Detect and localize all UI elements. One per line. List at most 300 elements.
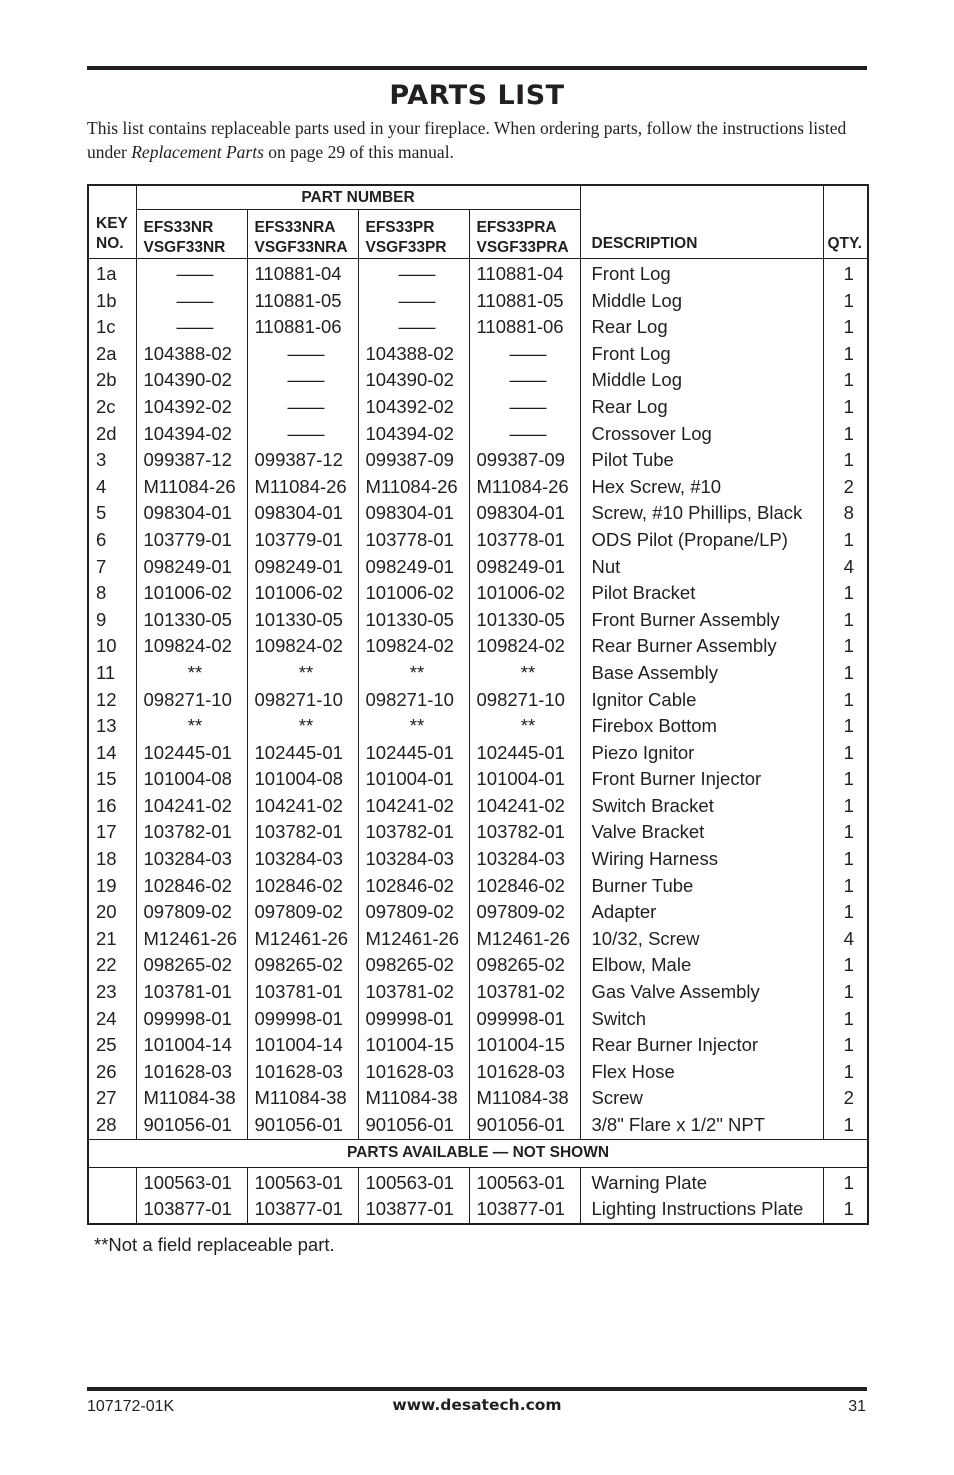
part-number-cell: 101006-02 — [469, 580, 580, 607]
key-cell: 8 — [88, 580, 136, 607]
table-row — [88, 899, 868, 926]
key-cell: 18 — [88, 846, 136, 873]
key-cell: 1a — [88, 259, 136, 288]
key-header-line2: NO. — [96, 235, 124, 252]
key-cell — [88, 1167, 136, 1196]
table-row — [88, 259, 868, 288]
part-number-cell: 104241-02 — [136, 793, 247, 820]
part-number-cell: 099387-12 — [247, 447, 358, 474]
table-row — [88, 474, 868, 501]
part-number-cell: 103877-01 — [469, 1196, 580, 1224]
part-number-cell: 104394-02 — [358, 421, 469, 448]
page-number: 31 — [848, 1398, 866, 1415]
description-cell: Valve Bracket — [580, 819, 823, 846]
part-number-cell: 901056-01 — [136, 1112, 247, 1139]
description-cell: 10/32, Screw — [580, 926, 823, 953]
key-cell: 19 — [88, 873, 136, 900]
part-number-cell: 101330-05 — [247, 607, 358, 634]
description-cell: Ignitor Cable — [580, 687, 823, 714]
part-number-cell: —— — [136, 259, 247, 288]
part-number-cell: 104241-02 — [247, 793, 358, 820]
model-4-line2: VSGF33PRA — [476, 239, 569, 256]
part-number-cell: 110881-05 — [247, 288, 358, 315]
part-number-cell: M12461-26 — [469, 926, 580, 953]
qty-cell: 1 — [823, 766, 868, 793]
table-header-row-top — [88, 185, 868, 210]
model-header-4 — [469, 210, 580, 259]
part-number-cell: ** — [247, 660, 358, 687]
part-number-cell: 098271-10 — [469, 687, 580, 714]
description-cell: Nut — [580, 554, 823, 581]
part-number-cell: —— — [469, 341, 580, 368]
part-number-cell: M12461-26 — [136, 926, 247, 953]
qty-cell: 1 — [823, 341, 868, 368]
part-number-cell: ** — [358, 713, 469, 740]
part-number-cell: 099387-09 — [469, 447, 580, 474]
table-row — [88, 1167, 868, 1196]
description-cell: Base Assembly — [580, 660, 823, 687]
part-number-cell: 100563-01 — [136, 1167, 247, 1196]
qty-cell: 4 — [823, 926, 868, 953]
part-number-cell: 103284-03 — [358, 846, 469, 873]
part-number-cell: 097809-02 — [247, 899, 358, 926]
description-cell: Wiring Harness — [580, 846, 823, 873]
key-cell: 7 — [88, 554, 136, 581]
qty-cell: 1 — [823, 793, 868, 820]
qty-cell: 1 — [823, 660, 868, 687]
part-number-cell: 102846-02 — [358, 873, 469, 900]
part-number-cell: 103782-01 — [469, 819, 580, 846]
qty-cell: 1 — [823, 1196, 868, 1224]
part-number-cell: 103781-02 — [469, 979, 580, 1006]
key-cell: 14 — [88, 740, 136, 767]
description-cell: Piezo Ignitor — [580, 740, 823, 767]
part-number-cell: 098249-01 — [247, 554, 358, 581]
bottom-rule — [87, 1387, 867, 1391]
part-number-cell: M11084-26 — [469, 474, 580, 501]
part-number-cell: —— — [358, 288, 469, 315]
description-cell: Adapter — [580, 899, 823, 926]
part-number-cell: 103781-01 — [136, 979, 247, 1006]
part-number-cell: 104388-02 — [136, 341, 247, 368]
model-1-line1: EFS33NR — [143, 219, 214, 236]
qty-cell: 1 — [823, 1167, 868, 1196]
description-cell: Screw — [580, 1085, 823, 1112]
table-row — [88, 527, 868, 554]
table-row — [88, 554, 868, 581]
key-cell: 2a — [88, 341, 136, 368]
part-number-cell: 098304-01 — [136, 500, 247, 527]
part-number-cell: 109824-02 — [136, 633, 247, 660]
part-number-cell: 099998-01 — [136, 1006, 247, 1033]
qty-cell: 1 — [823, 394, 868, 421]
part-number-cell: 104392-02 — [358, 394, 469, 421]
description-cell: Burner Tube — [580, 873, 823, 900]
part-number-cell: 099998-01 — [469, 1006, 580, 1033]
part-number-cell: 100563-01 — [469, 1167, 580, 1196]
qty-cell: 1 — [823, 288, 868, 315]
part-number-cell: ** — [136, 713, 247, 740]
qty-cell: 1 — [823, 314, 868, 341]
part-number-cell: 101330-05 — [358, 607, 469, 634]
document-number: 107172-01K — [87, 1398, 175, 1415]
table-row — [88, 341, 868, 368]
table-row — [88, 1059, 868, 1086]
table-row — [88, 952, 868, 979]
part-number-cell: 103781-02 — [358, 979, 469, 1006]
description-cell: Rear Burner Injector — [580, 1032, 823, 1059]
qty-cell: 1 — [823, 819, 868, 846]
part-number-cell: 097809-02 — [469, 899, 580, 926]
qty-cell: 1 — [823, 740, 868, 767]
model-3-line1: EFS33PR — [365, 219, 435, 236]
qty-cell: 1 — [823, 687, 868, 714]
part-number-cell: 098265-02 — [358, 952, 469, 979]
part-number-cell: 101004-01 — [358, 766, 469, 793]
model-1-line2: VSGF33NR — [143, 239, 226, 256]
qty-cell: 1 — [823, 607, 868, 634]
table-row — [88, 766, 868, 793]
part-number-cell: 098271-10 — [136, 687, 247, 714]
part-number-cell: ** — [469, 713, 580, 740]
table-row — [88, 500, 868, 527]
part-number-cell: 101006-02 — [358, 580, 469, 607]
model-4-line1: EFS33PRA — [476, 219, 557, 236]
part-number-cell: 101006-02 — [136, 580, 247, 607]
part-number-cell: 101628-03 — [247, 1059, 358, 1086]
part-number-cell: 103284-03 — [247, 846, 358, 873]
part-number-cell: 098249-01 — [358, 554, 469, 581]
part-number-cell: M12461-26 — [247, 926, 358, 953]
description-cell: ODS Pilot (Propane/LP) — [580, 527, 823, 554]
part-number-cell: 102445-01 — [247, 740, 358, 767]
top-rule — [87, 66, 867, 70]
part-number-cell: M12461-26 — [358, 926, 469, 953]
key-cell: 1c — [88, 314, 136, 341]
table-row — [88, 1112, 868, 1139]
part-number-cell: ** — [358, 660, 469, 687]
key-cell: 27 — [88, 1085, 136, 1112]
description-cell: Crossover Log — [580, 421, 823, 448]
description-cell: Firebox Bottom — [580, 713, 823, 740]
part-number-cell: 098265-02 — [136, 952, 247, 979]
part-number-cell: 103782-01 — [358, 819, 469, 846]
key-cell: 2c — [88, 394, 136, 421]
intro-text-2: on page 29 of this manual. — [263, 142, 454, 162]
description-cell: Middle Log — [580, 367, 823, 394]
footnote: **Not a field replaceable part. — [94, 1234, 335, 1255]
part-number-cell: M11084-38 — [358, 1085, 469, 1112]
part-number-cell: M11084-38 — [136, 1085, 247, 1112]
key-cell: 11 — [88, 660, 136, 687]
part-number-cell: 104388-02 — [358, 341, 469, 368]
part-number-cell: M11084-38 — [247, 1085, 358, 1112]
part-number-cell: 101628-03 — [469, 1059, 580, 1086]
part-number-cell: 102445-01 — [136, 740, 247, 767]
part-number-cell: —— — [136, 314, 247, 341]
qty-cell: 1 — [823, 259, 868, 288]
section-header-row — [88, 1139, 868, 1167]
key-cell: 10 — [88, 633, 136, 660]
description-cell: Hex Screw, #10 — [580, 474, 823, 501]
key-cell: 17 — [88, 819, 136, 846]
table-row — [88, 926, 868, 953]
part-number-cell: —— — [469, 367, 580, 394]
key-cell: 28 — [88, 1112, 136, 1139]
description-cell: Front Burner Assembly — [580, 607, 823, 634]
part-number-cell: 104390-02 — [136, 367, 247, 394]
part-number-cell: ** — [247, 713, 358, 740]
part-number-cell: 103877-01 — [136, 1196, 247, 1224]
part-number-cell: 098249-01 — [469, 554, 580, 581]
intro-text-1: This list contains replaceable parts used in your fireplace. When ordering parts, follow the instructions listed under — [87, 118, 847, 162]
qty-cell: 1 — [823, 367, 868, 394]
description-cell: Gas Valve Assembly — [580, 979, 823, 1006]
qty-cell: 1 — [823, 713, 868, 740]
part-number-cell: 110881-04 — [247, 259, 358, 288]
key-cell: 3 — [88, 447, 136, 474]
part-number-cell: 104390-02 — [358, 367, 469, 394]
part-number-cell: 101004-01 — [469, 766, 580, 793]
part-number-cell: 098265-02 — [247, 952, 358, 979]
parts-not-shown-header: PARTS AVAILABLE — NOT SHOWN — [88, 1139, 868, 1167]
part-number-cell: 097809-02 — [136, 899, 247, 926]
part-number-cell: 109824-02 — [247, 633, 358, 660]
part-number-cell: 103877-01 — [247, 1196, 358, 1224]
part-number-cell: 101628-03 — [358, 1059, 469, 1086]
part-number-cell: 098249-01 — [136, 554, 247, 581]
table-row — [88, 1032, 868, 1059]
qty-cell: 1 — [823, 527, 868, 554]
part-number-cell: 103284-03 — [469, 846, 580, 873]
parts-table — [87, 184, 869, 1225]
part-number-cell: 098304-01 — [358, 500, 469, 527]
part-number-cell: —— — [247, 341, 358, 368]
description-cell: Elbow, Male — [580, 952, 823, 979]
part-number-cell: 101004-15 — [358, 1032, 469, 1059]
qty-cell: 4 — [823, 554, 868, 581]
key-cell: 2b — [88, 367, 136, 394]
part-number-cell: 109824-02 — [469, 633, 580, 660]
part-number-cell: 901056-01 — [469, 1112, 580, 1139]
qty-cell: 2 — [823, 474, 868, 501]
part-number-cell: 110881-04 — [469, 259, 580, 288]
qty-cell: 1 — [823, 1059, 868, 1086]
table-row — [88, 660, 868, 687]
part-number-cell: ** — [136, 660, 247, 687]
description-cell: Front Burner Injector — [580, 766, 823, 793]
qty-cell: 1 — [823, 421, 868, 448]
part-number-cell: 101330-05 — [469, 607, 580, 634]
table-row — [88, 367, 868, 394]
table-row — [88, 447, 868, 474]
table-row — [88, 713, 868, 740]
table-row — [88, 580, 868, 607]
description-cell: Rear Burner Assembly — [580, 633, 823, 660]
part-number-cell: 901056-01 — [247, 1112, 358, 1139]
qty-cell: 1 — [823, 846, 868, 873]
part-number-cell: 097809-02 — [358, 899, 469, 926]
part-number-cell: 101006-02 — [247, 580, 358, 607]
description-cell: Flex Hose — [580, 1059, 823, 1086]
part-number-cell: 102846-02 — [469, 873, 580, 900]
key-cell: 4 — [88, 474, 136, 501]
key-no-header — [88, 185, 136, 259]
model-2-line1: EFS33NRA — [254, 219, 336, 236]
intro-paragraph — [87, 116, 869, 164]
part-number-cell: 103779-01 — [136, 527, 247, 554]
part-number-cell: 110881-05 — [469, 288, 580, 315]
key-header-line1: KEY — [96, 215, 128, 232]
qty-cell: 1 — [823, 633, 868, 660]
part-number-cell: —— — [247, 394, 358, 421]
part-number-header: PART NUMBER — [136, 185, 580, 210]
description-cell: Front Log — [580, 259, 823, 288]
part-number-cell: 101004-08 — [247, 766, 358, 793]
part-number-cell: 901056-01 — [358, 1112, 469, 1139]
part-number-cell: 101628-03 — [136, 1059, 247, 1086]
key-cell: 15 — [88, 766, 136, 793]
part-number-cell: 101004-08 — [136, 766, 247, 793]
qty-cell: 1 — [823, 899, 868, 926]
website-url: www.desatech.com — [392, 1396, 562, 1414]
part-number-cell: —— — [358, 259, 469, 288]
model-header-1 — [136, 210, 247, 259]
part-number-cell: 101330-05 — [136, 607, 247, 634]
page-title: PARTS LIST — [389, 80, 565, 111]
part-number-cell: 101004-14 — [136, 1032, 247, 1059]
part-number-cell: 098304-01 — [247, 500, 358, 527]
table-row — [88, 633, 868, 660]
part-number-cell: —— — [469, 394, 580, 421]
part-number-cell: 099387-09 — [358, 447, 469, 474]
part-number-cell: 102846-02 — [247, 873, 358, 900]
description-cell: Warning Plate — [580, 1167, 823, 1196]
part-number-cell: 104394-02 — [136, 421, 247, 448]
part-number-cell: 098271-10 — [358, 687, 469, 714]
key-cell: 21 — [88, 926, 136, 953]
model-header-3 — [358, 210, 469, 259]
model-header-2 — [247, 210, 358, 259]
table-row — [88, 1196, 868, 1224]
model-2-line2: VSGF33NRA — [254, 239, 348, 256]
table-row — [88, 873, 868, 900]
qty-cell: 1 — [823, 873, 868, 900]
key-cell: 12 — [88, 687, 136, 714]
key-cell — [88, 1196, 136, 1224]
part-number-cell: —— — [247, 421, 358, 448]
part-number-cell: M11084-26 — [136, 474, 247, 501]
part-number-cell: 110881-06 — [469, 314, 580, 341]
description-cell: Screw, #10 Phillips, Black — [580, 500, 823, 527]
part-number-cell: 100563-01 — [247, 1167, 358, 1196]
qty-cell: 1 — [823, 1032, 868, 1059]
part-number-cell: 103782-01 — [247, 819, 358, 846]
description-header: DESCRIPTION — [580, 185, 823, 259]
part-number-cell: 110881-06 — [247, 314, 358, 341]
part-number-cell: 102445-01 — [469, 740, 580, 767]
part-number-cell: M11084-26 — [247, 474, 358, 501]
table-row — [88, 394, 868, 421]
part-number-cell: 104241-02 — [469, 793, 580, 820]
qty-cell: 1 — [823, 952, 868, 979]
part-number-cell: 101004-15 — [469, 1032, 580, 1059]
model-3-line2: VSGF33PR — [365, 239, 447, 256]
key-cell: 5 — [88, 500, 136, 527]
key-cell: 9 — [88, 607, 136, 634]
description-cell: Pilot Tube — [580, 447, 823, 474]
key-cell: 24 — [88, 1006, 136, 1033]
part-number-cell: 101004-14 — [247, 1032, 358, 1059]
description-cell: Rear Log — [580, 394, 823, 421]
key-cell: 16 — [88, 793, 136, 820]
description-cell: Switch Bracket — [580, 793, 823, 820]
part-number-cell: 103877-01 — [358, 1196, 469, 1224]
part-number-cell: 100563-01 — [358, 1167, 469, 1196]
table-row — [88, 819, 868, 846]
part-number-cell: —— — [469, 421, 580, 448]
part-number-cell: —— — [136, 288, 247, 315]
table-row — [88, 687, 868, 714]
part-number-cell: M11084-38 — [469, 1085, 580, 1112]
part-number-cell: 103782-01 — [136, 819, 247, 846]
part-number-cell: 103284-03 — [136, 846, 247, 873]
part-number-cell: 102445-01 — [358, 740, 469, 767]
description-cell: Front Log — [580, 341, 823, 368]
key-cell: 13 — [88, 713, 136, 740]
key-cell: 26 — [88, 1059, 136, 1086]
description-cell: 3/8" Flare x 1/2" NPT — [580, 1112, 823, 1139]
part-number-cell: 098304-01 — [469, 500, 580, 527]
part-number-cell: 098265-02 — [469, 952, 580, 979]
part-number-cell: —— — [247, 367, 358, 394]
part-number-cell: 109824-02 — [358, 633, 469, 660]
part-number-cell: 098271-10 — [247, 687, 358, 714]
key-cell: 23 — [88, 979, 136, 1006]
part-number-cell: 099998-01 — [358, 1006, 469, 1033]
intro-italic-reference: Replacement Parts — [131, 142, 264, 162]
qty-cell: 2 — [823, 1085, 868, 1112]
table-row — [88, 979, 868, 1006]
part-number-cell: M11084-26 — [358, 474, 469, 501]
table-row — [88, 1085, 868, 1112]
part-number-cell: 103778-01 — [358, 527, 469, 554]
qty-header: QTY. — [823, 185, 868, 259]
table-row — [88, 793, 868, 820]
table-row — [88, 1006, 868, 1033]
description-cell: Lighting Instructions Plate — [580, 1196, 823, 1224]
part-number-cell: —— — [358, 314, 469, 341]
key-cell: 6 — [88, 527, 136, 554]
qty-cell: 1 — [823, 979, 868, 1006]
qty-cell: 1 — [823, 1112, 868, 1139]
part-number-cell: 104392-02 — [136, 394, 247, 421]
key-cell: 1b — [88, 288, 136, 315]
part-number-cell: 102846-02 — [136, 873, 247, 900]
table-row — [88, 314, 868, 341]
key-cell: 22 — [88, 952, 136, 979]
qty-cell: 1 — [823, 1006, 868, 1033]
qty-cell: 8 — [823, 500, 868, 527]
table-row — [88, 288, 868, 315]
part-number-cell: 103778-01 — [469, 527, 580, 554]
description-cell: Switch — [580, 1006, 823, 1033]
part-number-cell: ** — [469, 660, 580, 687]
key-cell: 2d — [88, 421, 136, 448]
description-cell: Middle Log — [580, 288, 823, 315]
key-cell: 25 — [88, 1032, 136, 1059]
part-number-cell: 104241-02 — [358, 793, 469, 820]
